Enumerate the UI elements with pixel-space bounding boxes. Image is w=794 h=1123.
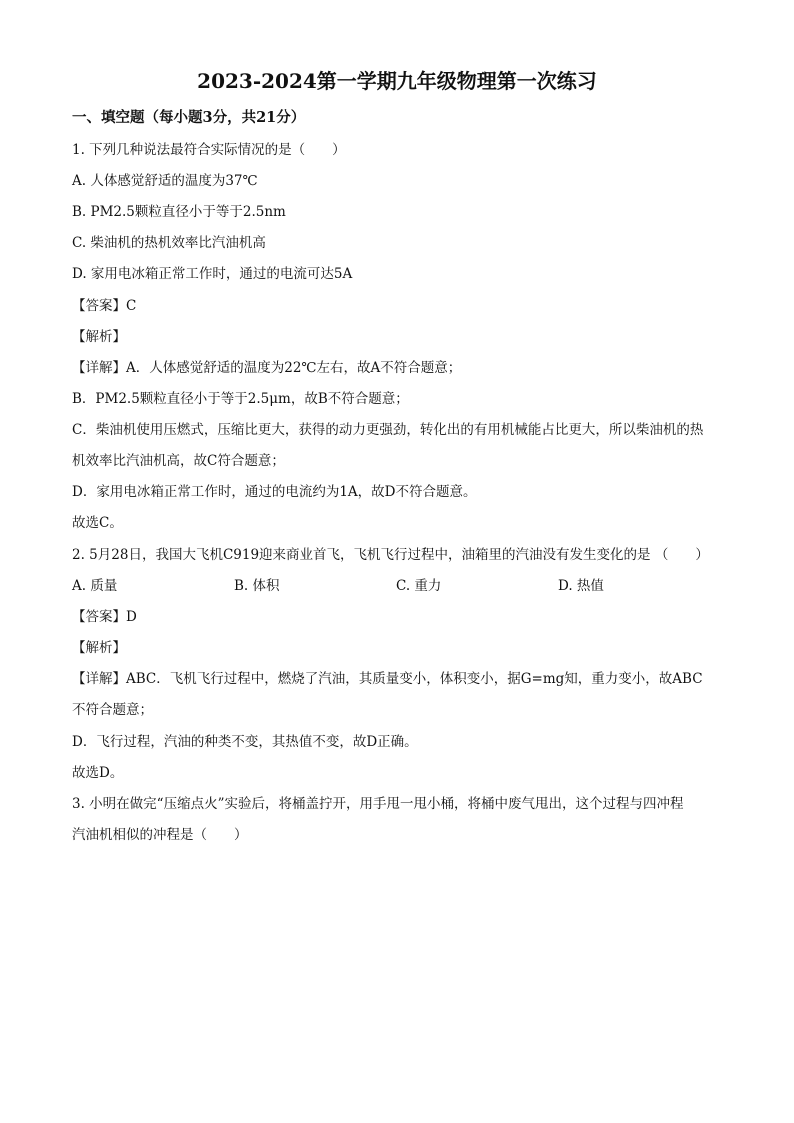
q1-answer: 【答案】C — [72, 298, 137, 314]
q2-detail-line: D．飞行过程，汽油的种类不变，其热值不变，故D正确。 — [72, 734, 418, 750]
section-heading-fill-blank: 一、填空题（每小题3分，共21分） — [72, 109, 306, 126]
q1-stem: 1. 下列几种说法最符合实际情况的是（ ） — [72, 142, 346, 158]
q2-analysis-label: 【解析】 — [72, 640, 126, 656]
q2-option-d: D. 热值 — [558, 578, 604, 594]
q1-conclusion: 故选C。 — [72, 515, 123, 531]
q2-detail-line: 不符合题意； — [72, 702, 153, 718]
page-title: 2023-2024第一学期九年级物理第一次练习 — [197, 69, 597, 93]
q2-option-b: B. 体积 — [234, 578, 280, 594]
q1-option-d: D. 家用电冰箱正常工作时，通过的电流可达5A — [72, 266, 353, 282]
q2-answer: 【答案】D — [72, 609, 137, 625]
q2-option-c: C. 重力 — [396, 578, 442, 594]
q3-stem-line: 3. 小明在做完“压缩点火”实验后，将桶盖拧开，用手甩一甩小桶，将桶中废气甩出，这个过程与四冲程 — [72, 796, 684, 812]
q2-options-row — [72, 576, 722, 596]
q3-stem-line: 汽油机相似的冲程是（ ） — [72, 827, 248, 843]
q1-option-c: C. 柴油机的热机效率比汽油机高 — [72, 235, 266, 251]
q2-option-a: A. 质量 — [72, 578, 118, 594]
q1-analysis-label: 【解析】 — [72, 329, 126, 345]
q1-detail-line: C．柴油机使用压燃式，压缩比更大，获得的动力更强劲，转化出的有用机械能占比更大，所以柴油机的热 — [72, 422, 704, 438]
q1-option-a: A. 人体感觉舒适的温度为37℃ — [72, 173, 258, 189]
q1-detail-line: 机效率比汽油机高，故C符合题意； — [72, 453, 285, 469]
q2-detail-line: 【详解】ABC．飞机飞行过程中，燃烧了汽油，其质量变小，体积变小，据G=mg知，重力变小，故ABC — [72, 671, 703, 687]
q2-stem: 2. 5月28日，我国大飞机C919迎来商业首飞，飞机飞行过程中，油箱里的汽油没有发生变化的是 （ ） — [72, 547, 709, 563]
q1-option-b: B. PM2.5颗粒直径小于等于2.5nm — [72, 204, 286, 220]
q1-detail-line: 【详解】A．人体感觉舒适的温度为22℃左右，故A不符合题意； — [72, 360, 462, 376]
q1-detail-line: D．家用电冰箱正常工作时，通过的电流约为1A，故D不符合题意。 — [72, 484, 477, 500]
q2-conclusion: 故选D。 — [72, 765, 124, 781]
q1-detail-line: B．PM2.5颗粒直径小于等于2.5μm，故B不符合题意； — [72, 391, 409, 407]
